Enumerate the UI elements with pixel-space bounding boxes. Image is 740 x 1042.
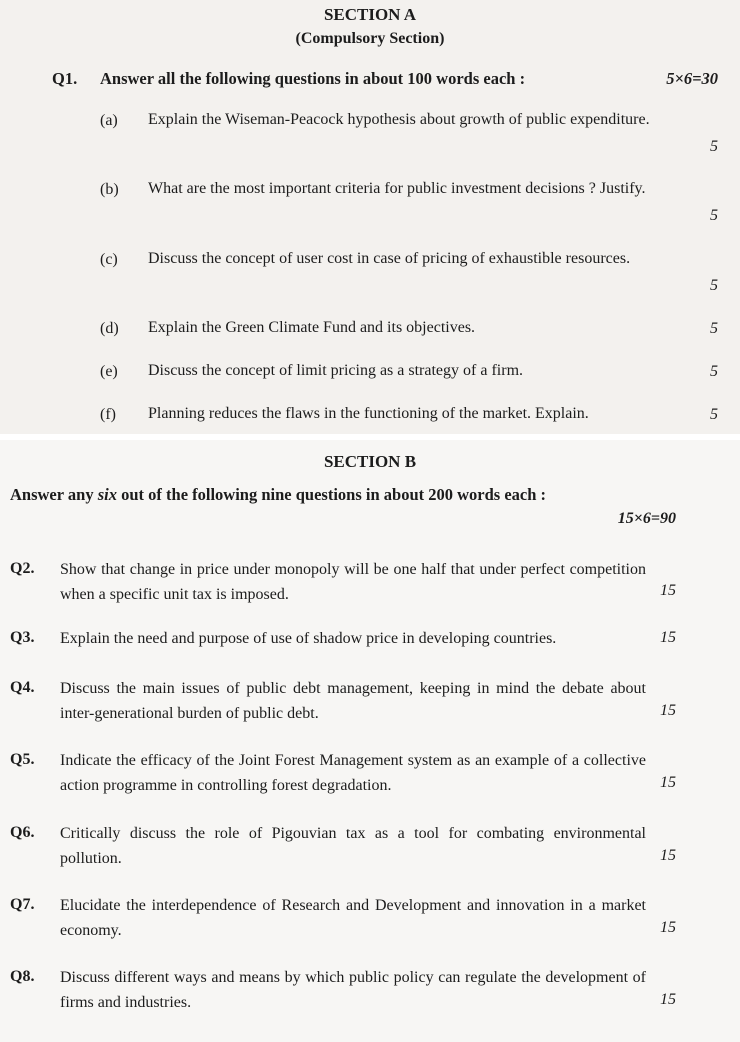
q4-marks: 15 [660, 702, 676, 719]
part-b-text: What are the most important criteria for public investment decisions ? Justify. [148, 180, 646, 197]
part-a-label: (a) [100, 112, 118, 129]
section-b-marks: 15×6=90 [617, 510, 676, 527]
q7-marks: 15 [660, 919, 676, 936]
part-c-marks: 5 [710, 277, 718, 294]
q6-label: Q6. [10, 824, 35, 841]
q1-instruction: Answer all the following questions in about 100 words each : [100, 69, 526, 88]
section-b-instruction-part2: out of the following nine questions in about 200 words each : [116, 485, 547, 504]
part-b-marks: 5 [710, 207, 718, 224]
part-c-label: (c) [100, 251, 118, 268]
q2-marks: 15 [660, 582, 676, 599]
q8-marks: 15 [660, 991, 676, 1008]
part-f-marks: 5 [710, 406, 718, 423]
part-c-text: Discuss the concept of user cost in case of pricing of exhaustible resources. [148, 250, 631, 267]
part-d-label: (d) [100, 320, 119, 337]
section-a-subtitle: (Compulsory Section) [295, 30, 445, 47]
q1-label: Q1. [52, 69, 78, 88]
q3-marks: 15 [660, 629, 676, 646]
section-b-instruction [10, 485, 546, 505]
q3-text: Explain the need and purpose of use of shadow price in developing countries. [60, 630, 557, 647]
section-b-sheet [0, 440, 740, 1042]
section-b-instruction-part1: Answer any [10, 485, 98, 504]
q7-text: Elucidate the interdependence of Research and Development and innovation in a market economy. [60, 897, 646, 939]
q4-text: Discuss the main issues of public debt management, keeping in mind the debate about inter-generational burden of public debt. [60, 680, 646, 722]
q5-text: Indicate the efficacy of the Joint Forest Management system as an example of a collective action programme in controlling forest degradation. [60, 752, 646, 794]
q7-label: Q7. [10, 896, 35, 913]
section-b-title: SECTION B [323, 452, 417, 471]
part-d-text: Explain the Green Climate Fund and its objectives. [148, 319, 476, 336]
part-d-marks: 5 [710, 320, 718, 337]
q8-text: Discuss different ways and means by which public policy can regulate the development of firms and industries. [60, 969, 646, 1011]
q2-text: Show that change in price under monopoly will be one half that under perfect competition when a specific unit tax is imposed. [60, 561, 646, 603]
section-a-sheet [0, 0, 740, 434]
q6-text: Critically discuss the role of Pigouvian tax as a tool for combating environmental pollution. [60, 825, 646, 867]
q1-marks: 5×6=30 [666, 69, 718, 88]
q2-label: Q2. [10, 560, 35, 577]
q5-label: Q5. [10, 751, 35, 768]
part-e-label: (e) [100, 363, 118, 380]
section-b-instruction-emph: six [97, 485, 117, 504]
q6-marks: 15 [660, 847, 676, 864]
part-a-marks: 5 [710, 138, 718, 155]
q8-label: Q8. [10, 968, 35, 985]
part-f-label: (f) [100, 406, 116, 423]
part-a-text: Explain the Wiseman-Peacock hypothesis about growth of public expenditure. [148, 111, 650, 128]
part-e-marks: 5 [710, 363, 718, 380]
q5-marks: 15 [660, 774, 676, 791]
part-b-label: (b) [100, 181, 119, 198]
q4-label: Q4. [10, 679, 35, 696]
part-e-text: Discuss the concept of limit pricing as a strategy of a firm. [148, 362, 524, 379]
q3-label: Q3. [10, 629, 35, 646]
section-a-title: SECTION A [323, 5, 417, 24]
part-f-text: Planning reduces the flaws in the functioning of the market. Explain. [148, 405, 589, 422]
